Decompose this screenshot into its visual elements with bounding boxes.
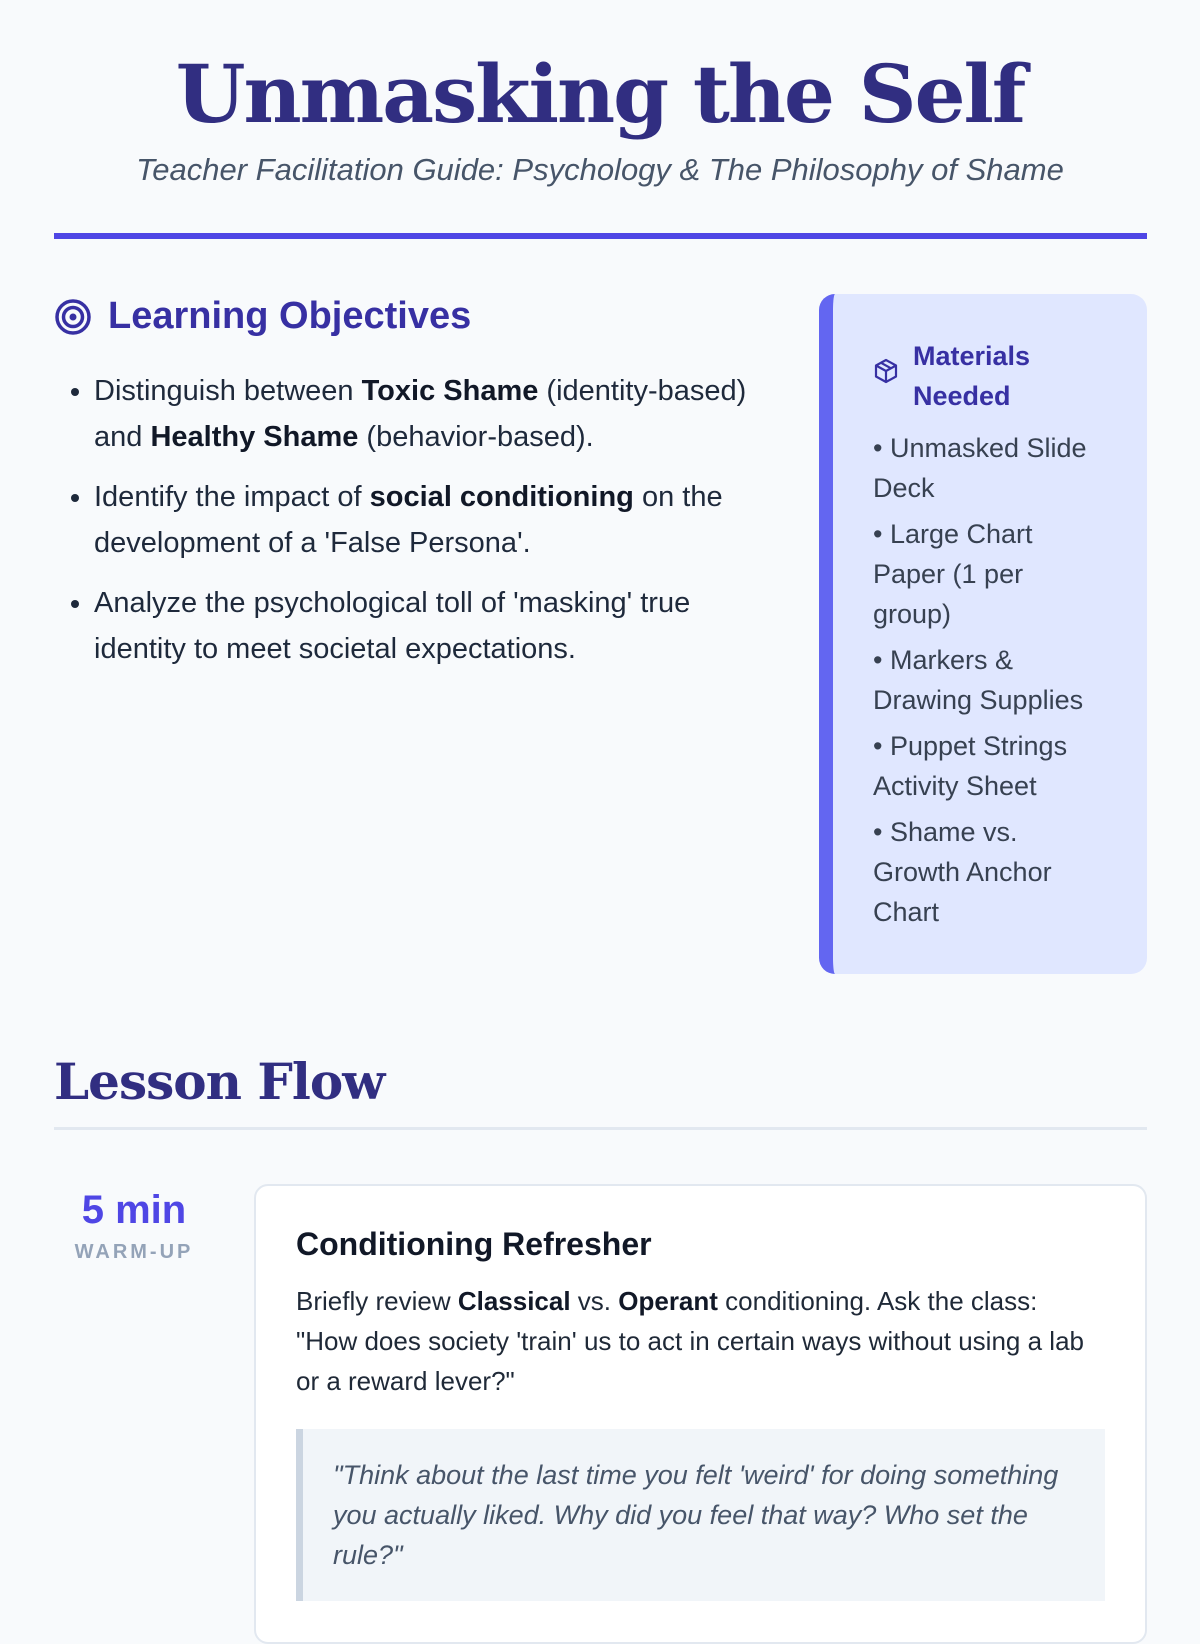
step-duration: 5 min <box>81 1188 187 1232</box>
step-time-block <box>54 1188 214 1264</box>
materials-heading <box>873 336 1107 416</box>
material-item: • Markers & Drawing Supplies <box>873 645 1084 715</box>
material-item: • Puppet Strings Activity Sheet <box>873 731 1068 801</box>
objective-term: Toxic Shame <box>361 375 539 407</box>
objective-text: on the development of a 'False Persona'. <box>94 481 723 559</box>
page-title: Unmasking the Self <box>175 47 1025 141</box>
box-icon <box>873 358 899 384</box>
lesson-flow-divider <box>54 1127 1147 1130</box>
objective-item <box>94 368 774 460</box>
step-phase-label: WARM-UP <box>74 1241 194 1263</box>
learning-objectives-section <box>54 295 774 686</box>
step-term: Operant <box>618 1286 718 1316</box>
material-item: • Shame vs. Growth Anchor Chart <box>873 817 1052 927</box>
lesson-flow-title: Lesson Flow <box>54 1052 385 1111</box>
header-divider <box>54 233 1147 239</box>
materials-panel <box>819 294 1147 974</box>
objectives-list <box>54 368 774 672</box>
objective-text: (behavior-based). <box>358 421 594 453</box>
objectives-title: Learning Objectives <box>108 295 472 337</box>
objective-term: Healthy Shame <box>150 421 359 453</box>
page-subtitle: Teacher Facilitation Guide: Psychology & The Philosophy of Shame <box>136 152 1064 187</box>
objective-text: Identify the impact of <box>94 481 370 513</box>
step-text: conditioning. Ask the class: "How does society 'train' us to act in certain ways without using a lab or a reward lever?" <box>296 1286 1084 1396</box>
step-term: Classical <box>457 1286 571 1316</box>
objective-item <box>94 474 774 566</box>
discussion-quote: "Think about the last time you felt 'weird' for doing something you actually liked. Why did you feel that way? Who set the rule?" <box>296 1429 1105 1601</box>
target-icon <box>54 298 92 336</box>
page-header <box>0 0 1200 188</box>
step-card <box>254 1184 1147 1644</box>
objective-term: social conditioning <box>369 481 634 513</box>
material-item: • Unmasked Slide Deck <box>873 433 1087 503</box>
objective-item <box>94 580 774 672</box>
objective-text: Analyze the psychological toll of 'masking' true identity to meet societal expectations. <box>94 587 691 665</box>
step-text: vs. <box>570 1286 619 1316</box>
step-text: Briefly review <box>296 1286 458 1316</box>
objective-text: (identity-based) and <box>94 375 747 453</box>
step-description <box>296 1281 1105 1401</box>
materials-list <box>873 428 1107 932</box>
step-title: Conditioning Refresher <box>296 1226 652 1262</box>
objective-text: Distinguish between <box>94 375 362 407</box>
objectives-heading <box>54 295 774 338</box>
material-item: • Large Chart Paper (1 per group) <box>873 519 1033 629</box>
materials-title: Materials Needed <box>913 341 1031 411</box>
